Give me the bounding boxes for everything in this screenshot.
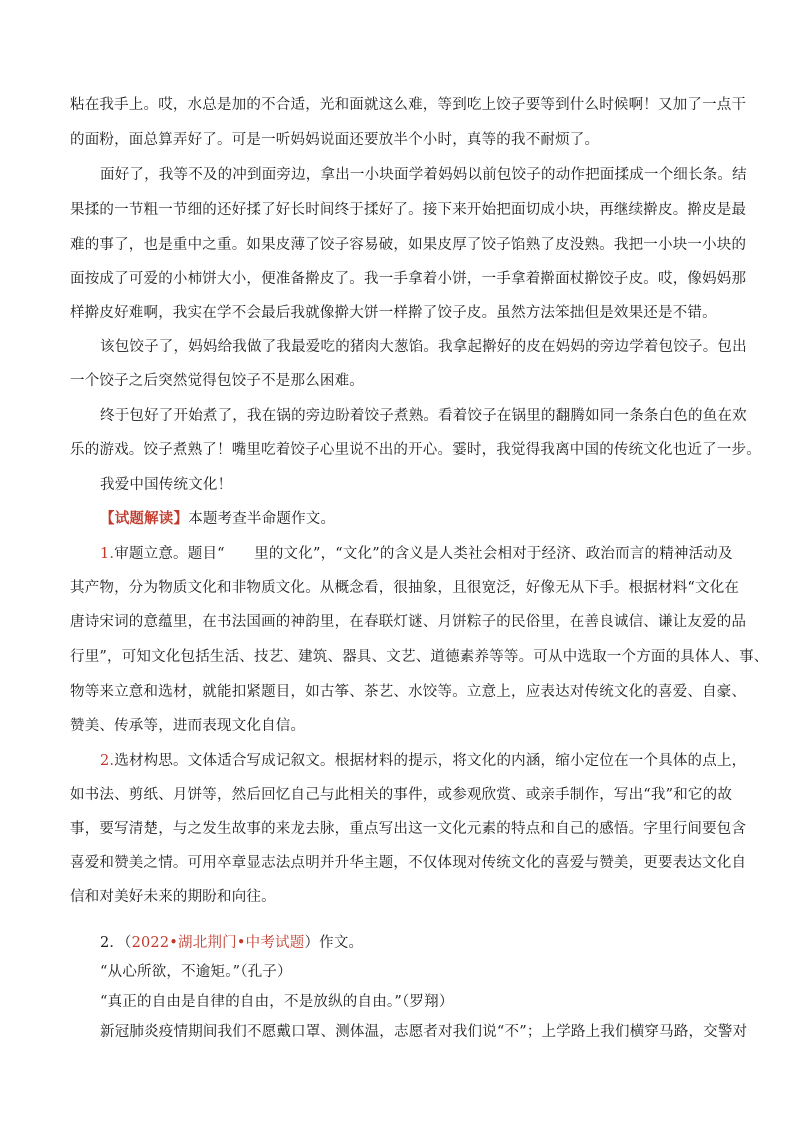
analysis-point1-line: 唐诗宋词的意蕴里，在书法国画的神韵里，在春联灯谜、月饼粽子的民俗里，在善良诚信、谦让友爱的品 [70,614,747,630]
essay-line: 难的事了，也是重中之重。如果皮薄了饺子容易破，如果皮厚了饺子馅熟了皮没熟。我把一小块一小块的 [70,237,747,253]
essay-line: 果揉的一节粗一节细的还好揉了好长时间终于揉好了。接下来开始把面切成小块，再继续擀皮。擀皮是最 [70,202,747,218]
point2-text: 选材构思。文体适合写成记叙文。根据材料的提示，将文化的内涵，缩小定位在一个具体的点上， [114,753,747,769]
analysis-tag: 【试题解读】 [100,510,189,527]
essay-line: 面按成了可爱的小柿饼大小，便准备擀皮了。我一手拿着小饼，一手拿着擀面杖擀饺子皮。哎，像妈妈那 [70,271,747,287]
analysis-point2-line: 信和对美好未来的期盼和向往。 [70,889,276,905]
analysis-intro: 本题考查半命题作文。 [188,511,336,527]
essay-line: 面好了，我等不及的冲到面旁边，拿出一小块面学着妈妈以前包饺子的动作把面揉成一个细长条。结 [100,167,747,183]
essay-line: 的面粉，面总算弄好了。可是一听妈妈说面还要放半个小时，真等的我不耐烦了。 [70,132,600,148]
material-line: 新冠肺炎疫情期间我们不愿戴口罩、测体温，志愿者对我们说“不”；上学路上我们横穿马路，交警对 [100,1024,748,1040]
quote-luo-xiang: “真正的自由是自律的自由，不是放纵的自由。”（罗翔） [100,994,454,1010]
essay-line: 一个饺子之后突然觉得包饺子不是那么困难。 [70,373,364,389]
question-exam: 中考试题 [245,935,305,951]
essay-line: 该包饺子了，妈妈给我做了我最爱吃的猪肉大葱馅。我拿起擀好的皮在妈妈的旁边学着包饺子。包出 [100,339,747,355]
point2-number: 2. [100,753,115,769]
essay-closing-line: 我爱中国传统文化！ [100,477,233,493]
analysis-heading [100,509,730,529]
analysis-point1-line: 赞美、传承等，进而表现文化自信。 [70,718,306,734]
essay-line: 终于包好了开始煮了，我在锅的旁边盼着饺子煮熟。看着饺子在锅里的翻腾如同一条条白色的鱼在欢 [100,408,747,424]
question-region: 湖北荆门 [178,935,237,951]
question-tail: ）作文。 [304,935,364,951]
essay-line: 乐的游戏。饺子煮熟了！嘴里吃着饺子心里说不出的开心。霎时，我觉得我离中国的传统文化也近了一步。 [70,442,761,458]
point1-text: 审题立意。题目“ 里的文化”，“文化”的含义是人类社会相对于经济、政治而言的精神活动及 [114,546,733,562]
analysis-point2-line: 事，要写清楚，与之发生故事的来龙去脉，重点写出这一文化元素的特点和自己的感悟。字里行间要包含 [70,821,747,837]
analysis-point1-line: 其产物，分为物质文化和非物质文化。从概念看，很抽象，且很宽泛，好像无从下手。根据材料“文化在 [70,580,740,596]
essay-line: 粘在我手上。哎，水总是加的不合适，光和面就这么难，等到吃上饺子要等到什么时候啊！又加了一点干 [70,97,747,113]
analysis-point2-line: 喜爱和赞美之情。可用卒章显志法点明并升华主题，不仅体现对传统文化的喜爱与赞美，更要表达文化自 [70,855,747,871]
point1-number: 1. [100,546,115,562]
quote-confucius: “从心所欲，不逾矩。”（孔子） [100,964,292,980]
analysis-point1-line: 行里”，可知文化包括生活、技艺、建筑、器具、文艺、道德素养等等。可从中选取一个方面的具体人、事、 [70,649,769,665]
essay-line: 样擀皮好难啊，我实在学不会最后我就像擀大饼一样擀了饺子皮。虽然方法笨拙但是效果还是不错。 [70,305,717,321]
analysis-point2-line [100,751,747,771]
separator-dot: • [169,935,179,951]
analysis-point1-line: 物等来立意和选材，就能扣紧题目，如古筝、茶艺、水饺等。立意上，应表达对传统文化的喜爱、自豪、 [70,684,747,700]
analysis-point1-line [100,544,733,564]
question2-heading [100,933,730,953]
analysis-point2-line: 如书法、剪纸、月饼等，然后回忆自己与此相关的事件，或参观欣赏、或亲手制作，写出“我”和它的故 [70,787,733,803]
separator-dot: • [236,935,246,951]
question-year: 2022 [131,935,170,951]
question-number: 2．（ [100,935,132,951]
